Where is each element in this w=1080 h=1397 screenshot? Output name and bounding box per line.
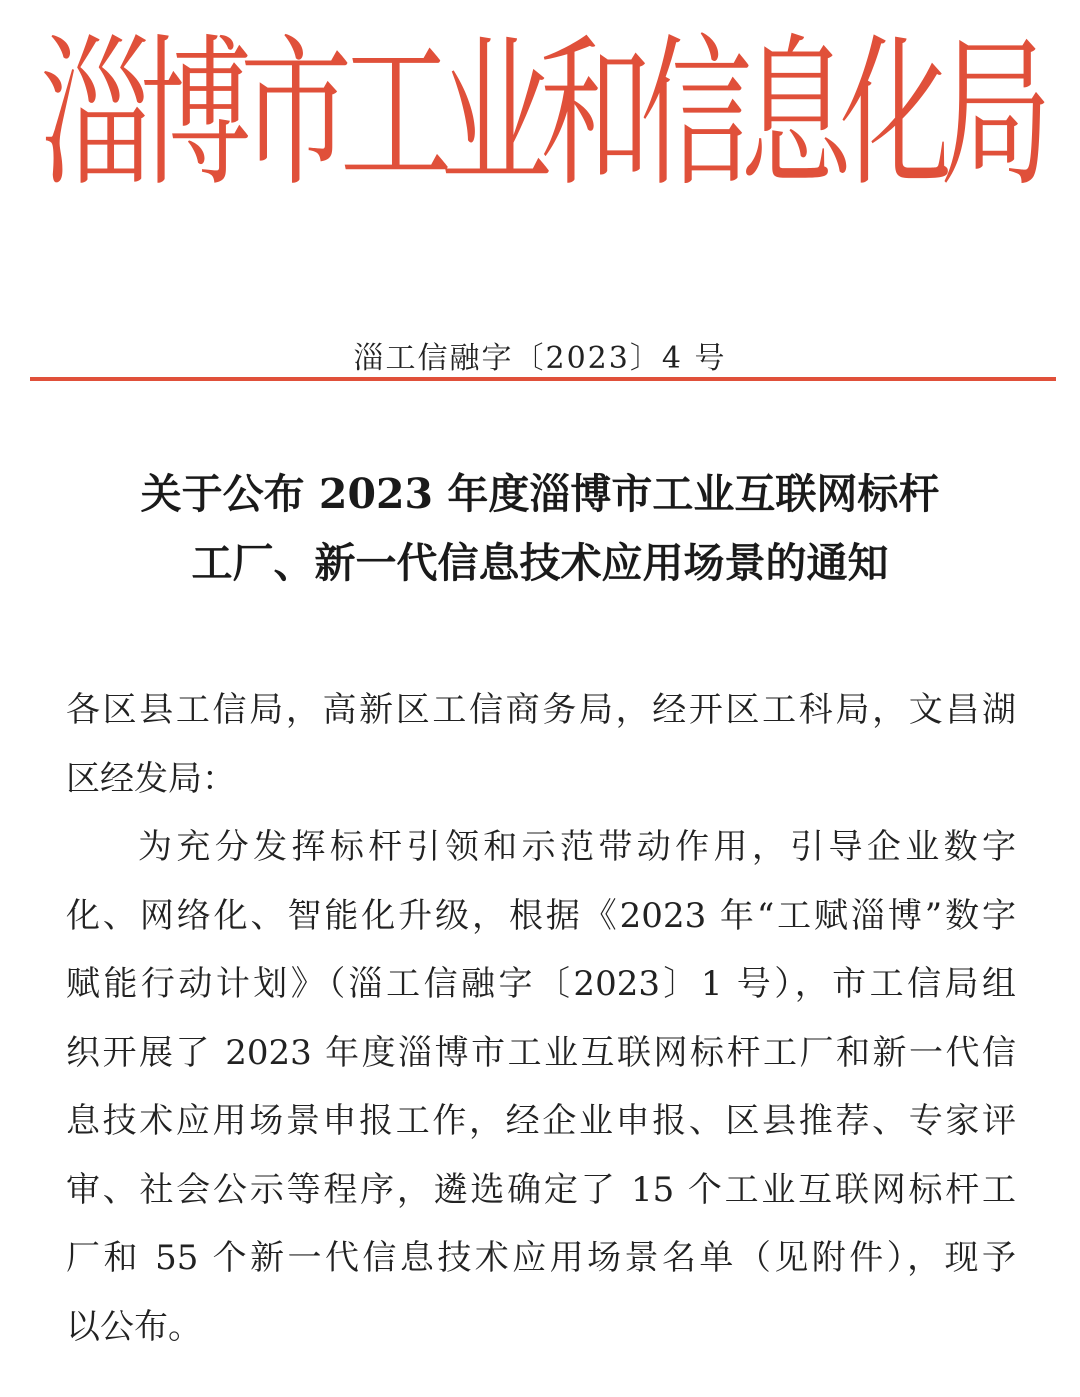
masthead-char: 局: [940, 20, 1052, 210]
paragraph-line: 为充分发挥标杆引领和示范带动作用，引导企业数字: [138, 827, 1016, 867]
masthead-char: 市: [240, 20, 352, 210]
masthead-char: 化: [840, 20, 952, 210]
paragraph-line: 厂和 55 个新一代信息技术应用场景名单（见附件），现予: [66, 1238, 1016, 1278]
paragraph-line: 化、网络化、智能化升级，根据《2023 年“工赋淄博”数字: [66, 895, 1016, 936]
red-divider: [30, 377, 1056, 381]
document-title: [40, 460, 1040, 598]
masthead-char: 信: [640, 20, 752, 210]
title-line: 关于公布 2023 年度淄博市工业互联网标杆: [140, 470, 940, 518]
issuer-masthead: [40, 20, 1052, 210]
masthead-char: 博: [140, 20, 252, 210]
paragraph-line: 织开展了 2023 年度淄博市工业互联网标杆工厂和新一代信: [66, 1032, 1016, 1073]
masthead-char: 息: [740, 20, 852, 210]
title-line: 工厂、新一代信息技术应用场景的通知: [191, 539, 889, 587]
paragraph-line: 以公布。: [66, 1306, 202, 1347]
document-number: 淄工信融字〔2023〕4 号: [353, 341, 727, 376]
document-body: [66, 676, 1016, 1361]
masthead-char: 业: [440, 20, 552, 210]
paragraph-line: 息技术应用场景申报工作，经企业申报、区县推荐、专家评: [66, 1101, 1016, 1141]
salutation-line: 区经发局：: [66, 758, 236, 799]
paragraph-line: 赋能行动计划》（淄工信融字〔2023〕1 号），市工信局组: [66, 964, 1016, 1004]
salutation-line: 各区县工信局，高新区工信商务局，经开区工科局，文昌湖: [66, 690, 1016, 730]
paragraph-line: 审、社会公示等程序，遴选确定了 15 个工业互联网标杆工: [66, 1169, 1016, 1210]
masthead-char: 工: [340, 20, 452, 210]
masthead-char: 和: [540, 20, 652, 210]
masthead-char: 淄: [40, 20, 152, 210]
